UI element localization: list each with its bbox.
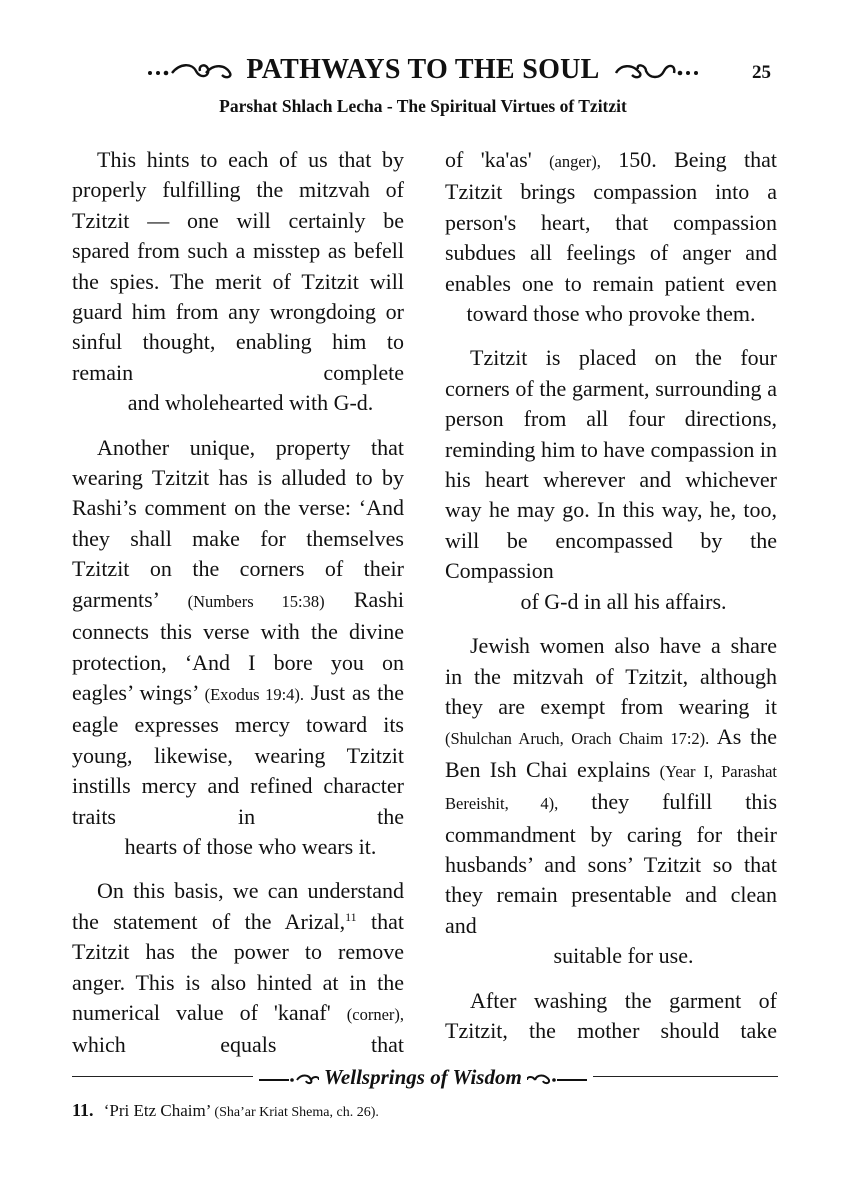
paragraph-text: they fulfill this commandment by caring for their husbands’ and sons’ Tzitzit so that they remain presentable and clean and xyxy=(445,789,777,938)
paragraph-text: After washing the garment of Tzitzit, the mother should take xyxy=(445,987,777,1043)
footer-brand-text: Wellsprings of Wisdom xyxy=(323,1065,522,1089)
paragraph-text: which equals that xyxy=(72,1032,404,1058)
paragraph-text: Another unique, property that wearing Tzitzit has is alluded to by Rashi’s comment on the verse: ‘And they shall make for themselves Tzitzit on the corners of their garments’ xyxy=(72,434,404,612)
paragraph xyxy=(72,145,404,419)
left-ornament-icon xyxy=(146,59,236,81)
paragraph-last-line: of G-d in all his affairs. xyxy=(520,588,727,614)
page-number: 25 xyxy=(752,62,771,83)
footnote-number: 11. xyxy=(72,1100,94,1120)
source-reference: (Shulchan Aruch, Orach Chaim 17:2). xyxy=(445,729,710,749)
right-ornament-icon xyxy=(610,59,700,81)
paragraph-text: On this basis, we can understand the statement of the Arizal, xyxy=(72,878,404,934)
paragraph xyxy=(445,343,777,617)
source-reference: (anger), xyxy=(549,152,601,171)
footer-left-ornament-icon xyxy=(259,1072,319,1086)
chapter-subtitle: Parshat Shlach Lecha - The Spiritual Virtues of Tzitzit xyxy=(219,96,627,116)
footer-brand-inner xyxy=(253,1064,593,1090)
title-row xyxy=(0,52,846,88)
source-reference: (Year I, Parashat Bereishit, 4), xyxy=(445,761,778,814)
paragraph-text: This hints to each of us that by properly fulfilling the mitzvah of Tzitzit — one will certainly be spared from such a misstep as befell the spies. The merit of Tzitzit will guard him from any wrongdoing or sinful thought, enabling him to remain complete xyxy=(72,147,404,385)
paragraph-text: of 'ka'as' xyxy=(445,147,532,172)
paragraph xyxy=(445,631,777,971)
source-reference: (Numbers 15:38) xyxy=(187,591,325,611)
footnote-marker[interactable]: 11 xyxy=(345,909,357,924)
paragraph-last-line: suitable for use. xyxy=(553,943,694,969)
footer-brand xyxy=(0,1064,846,1090)
paragraph-text: 150. Being that Tzitzit brings compassion into a person's heart, that compassion subdues all feelings of anger and enables one to remain patient even xyxy=(445,147,777,296)
paragraph xyxy=(445,145,777,329)
paragraph-text: Jewish women also have a share in the mitzvah of Tzitzit, although they are exempt from wearing it xyxy=(445,633,777,719)
footnote-source: (Sha’ar Kriat Shema, ch. 26). xyxy=(214,1105,379,1120)
footer-right-ornament-icon xyxy=(527,1072,587,1086)
running-title: PATHWAYS TO THE SOUL xyxy=(246,54,600,85)
page-header xyxy=(0,52,846,92)
paragraph-text: As the Ben Ish Chai explains xyxy=(445,724,778,782)
footnote-text: ‘Pri Etz Chaim’ xyxy=(103,1101,211,1120)
paragraph xyxy=(72,433,404,863)
paragraph xyxy=(445,986,777,1047)
left-column xyxy=(72,145,404,1075)
paragraph-text: that Tzitzit has the power to remove anger. This is also hinted at in the numerical value of 'kanaf' xyxy=(72,908,404,1025)
paragraph-last-line: hearts of those who wears it. xyxy=(124,833,377,859)
source-reference: (corner), xyxy=(346,1004,405,1024)
paragraph-text: Rashi connects this verse with the divine protection, ‘And I bore you on eagles’ wings’ xyxy=(72,586,404,705)
footnote xyxy=(72,1100,379,1121)
paragraph-text: Just as the eagle expresses mercy toward its young, likewise, wearing Tzitzit instills mercy and refined character traits in the xyxy=(72,679,404,829)
paragraph-last-line: toward those who provoke them. xyxy=(466,301,756,327)
paragraph xyxy=(72,876,404,1060)
paragraph-last-line: and wholehearted with G-d. xyxy=(127,390,374,416)
source-reference: (Exodus 19:4). xyxy=(204,684,305,704)
paragraph-text: Tzitzit is placed on the four corners of the garment, surrounding a person from all four directions, reminding him to have compassion in his heart wherever and whichever way he may go. In this way, he, too, will be encompassed by the Compassion xyxy=(445,345,777,584)
right-column xyxy=(445,145,777,1060)
